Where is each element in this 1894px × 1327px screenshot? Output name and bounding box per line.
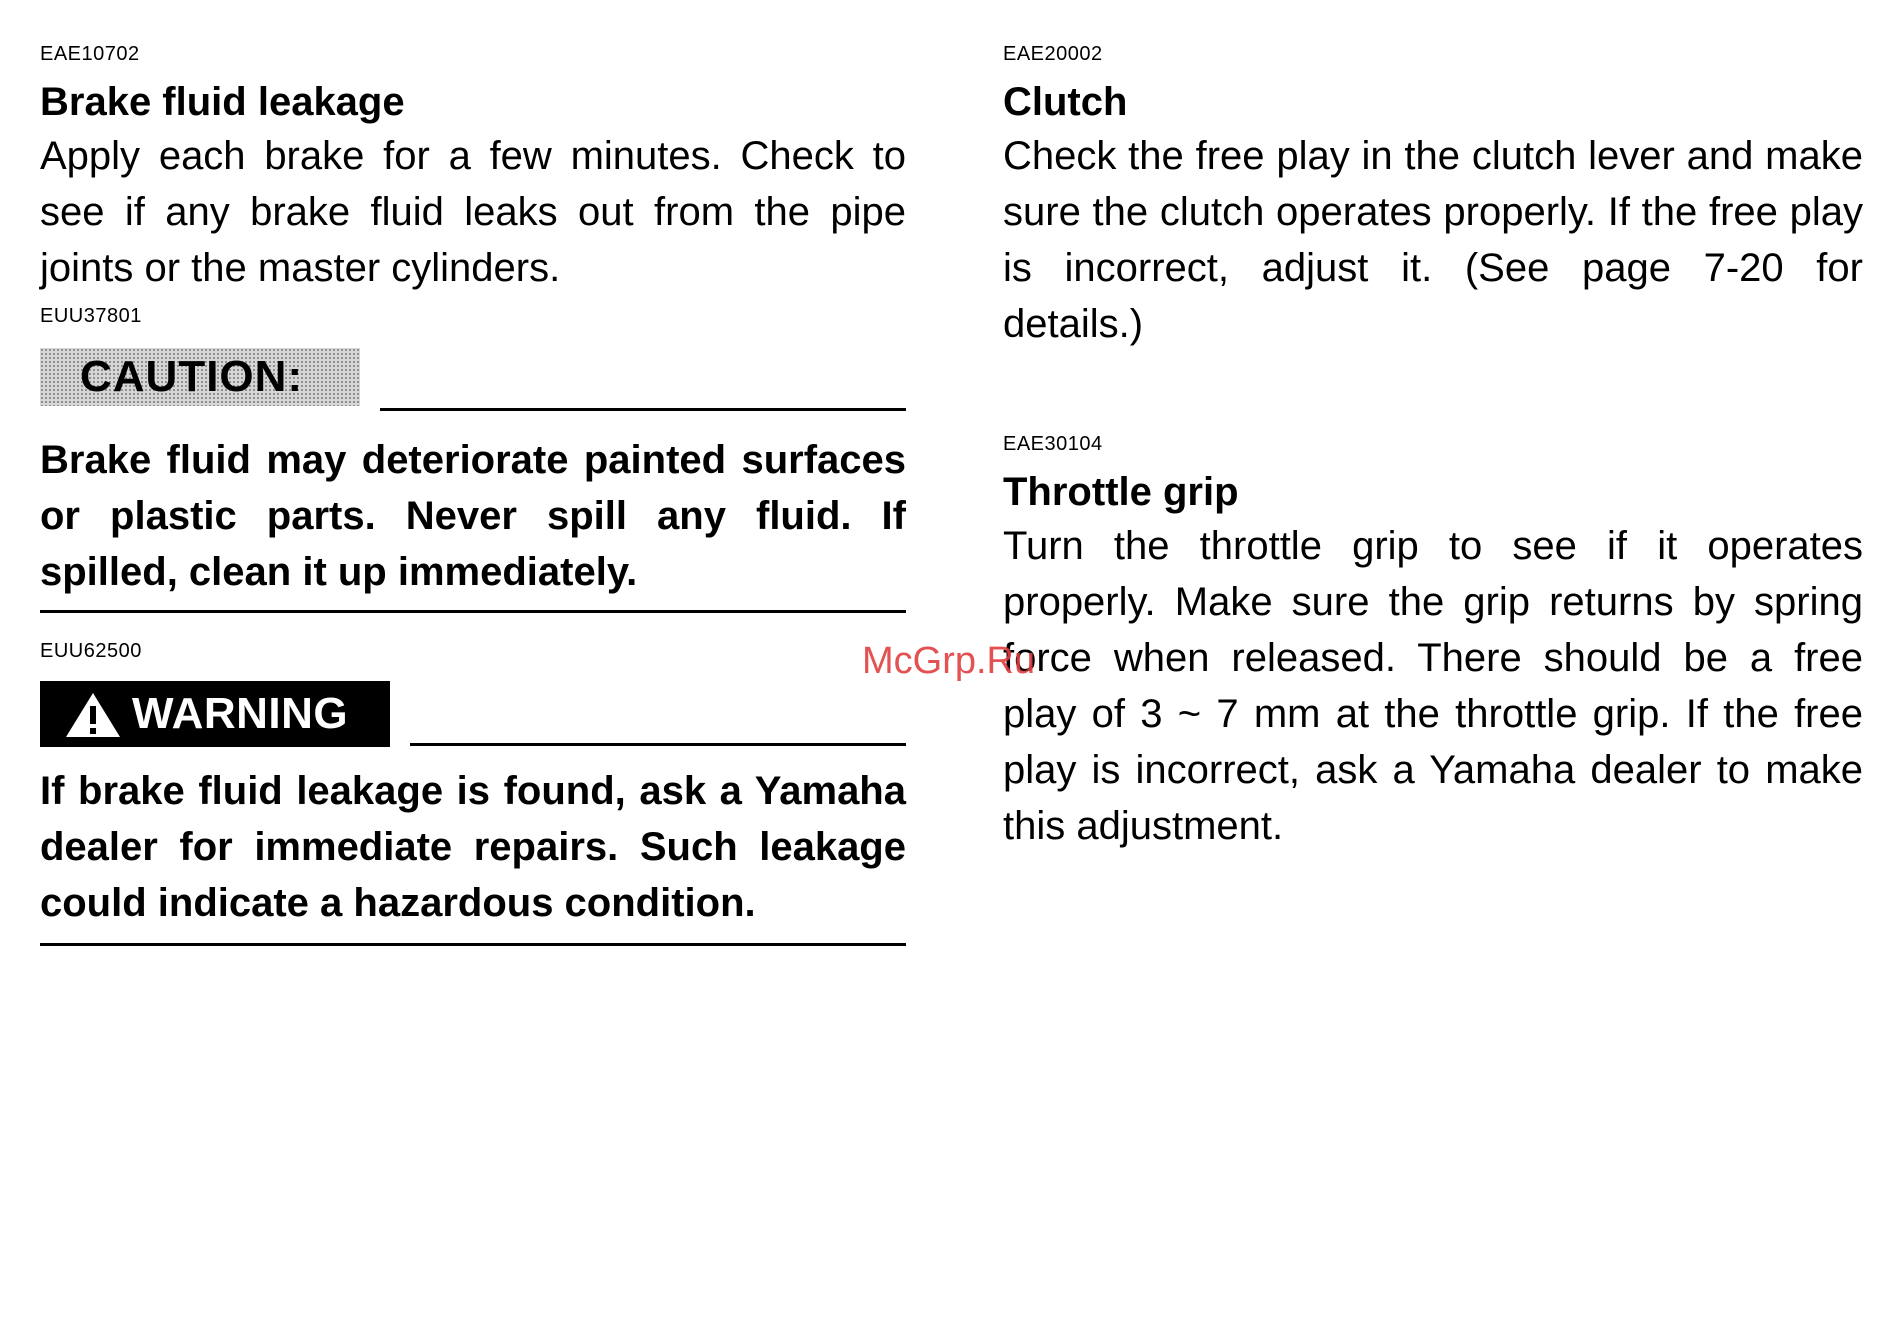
warning-label: WARNING — [132, 689, 349, 738]
caution-rule — [380, 408, 906, 411]
throttle-code: EAE30104 — [1003, 433, 1103, 455]
caution-text: Brake fluid may deteriorate painted surfaces or plastic parts. Never spill any fluid. If spilled, clean it up immediately. — [40, 438, 906, 594]
throttle-body: Turn the throttle grip to see if it operates properly. Make sure the grip returns by spring force when released. There should be a free play of 3 ~ 7 mm at the throttle grip. If the free play is incorrect, ask a Yamaha dealer to make this adjustment. — [1003, 524, 1863, 848]
left-column — [40, 0, 906, 946]
brake-fluid-title: Brake fluid leakage — [40, 80, 405, 124]
warning-code: EUU62500 — [40, 640, 142, 662]
throttle-title: Throttle grip — [1003, 470, 1239, 514]
warning-text: If brake fluid leakage is found, ask a Yamaha dealer for immediate repairs. Such leakage could indicate a hazardous condition. — [40, 769, 906, 925]
warning-header — [40, 681, 906, 747]
clutch-body: Check the free play in the clutch lever and make sure the clutch operates properly. If the free play is incorrect, adjust it. (See page 7-20 for details.) — [1003, 134, 1863, 346]
clutch-title: Clutch — [1003, 80, 1128, 124]
caution-label: CAUTION: — [80, 352, 304, 401]
warning-badge — [40, 681, 390, 747]
clutch-code: EAE20002 — [1003, 43, 1103, 65]
watermark-text: McGrp.Ru — [862, 640, 1036, 682]
right-column — [1003, 0, 1863, 854]
caution-bottom-rule — [40, 610, 906, 613]
caution-code: EUU37801 — [40, 305, 142, 327]
caution-header — [40, 348, 906, 412]
brake-fluid-body: Apply each brake for a few minutes. Check to see if any brake fluid leaks out from the pipe joints or the master cylinders. — [40, 134, 906, 290]
brake-fluid-code: EAE10702 — [40, 43, 140, 65]
warning-bottom-rule — [40, 943, 906, 946]
warning-rule — [410, 743, 906, 746]
warning-triangle-icon — [64, 691, 122, 739]
